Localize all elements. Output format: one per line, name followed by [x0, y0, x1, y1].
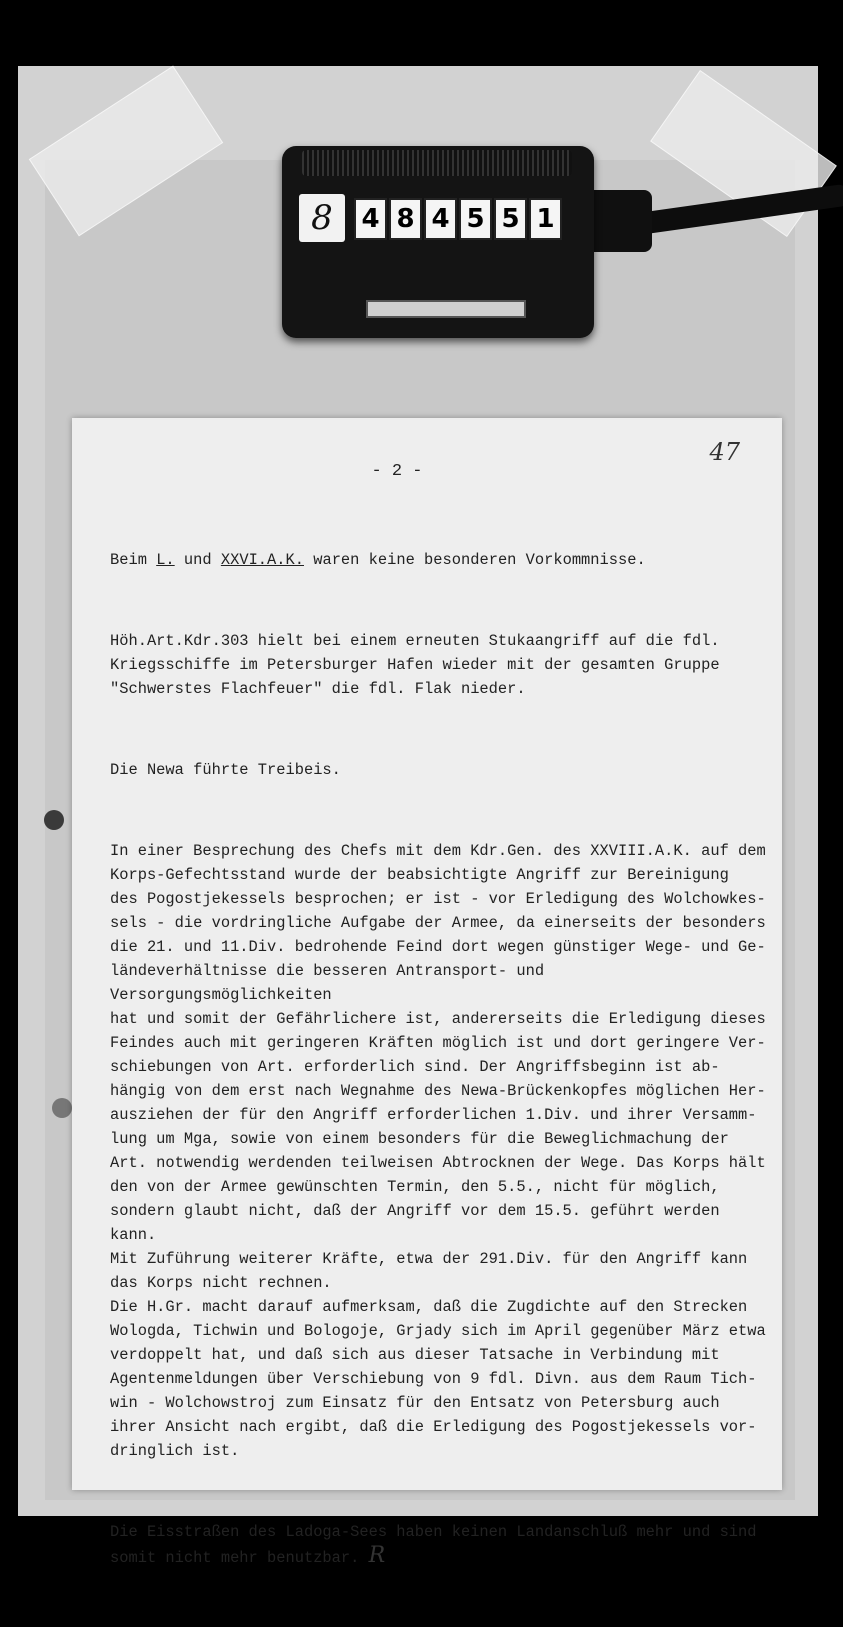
- paragraph: [110, 548, 770, 572]
- paragraph: Höh.Art.Kdr.303 hielt bei einem erneuten Stukaangriff auf die fdl. Kriegsschiffe im Petersburger Hafen wieder mit der gesamten Gruppe "Schwerstes Flachfeuer" die fdl. Flak nieder.: [110, 632, 720, 698]
- punch-hole-lower: [52, 1098, 72, 1118]
- counter-body: [282, 146, 594, 338]
- counter-slot: [366, 300, 526, 318]
- paragraph-text: Beim: [110, 551, 157, 569]
- frame-counter-device: [282, 146, 652, 338]
- folio-number: 47: [709, 438, 740, 466]
- unit-name: XXVI.A.K.: [220, 551, 304, 569]
- counter-digit: 5: [459, 198, 492, 240]
- handwritten-initial: R: [368, 1543, 386, 1568]
- counter-ribs: [302, 150, 572, 176]
- paragraph: In einer Besprechung des Chefs mit dem Kdr.Gen. des XXVIII.A.K. auf dem Korps-Gefechtsstand wurde der beabsichtigte Angriff zur Bereinigung des Pogostjekessels besprochen; er ist - vor Erledigung des Wolchowkes- sels - die vordringliche Aufgabe der Armee, da einerseits der besonders die 21. und 11.Div. bedrohende Feind dort wegen günstiger Wege- und Ge- ländeverhältnisse die besseren Antransport- und Versorgungsmöglichkeiten hat und somit der Gefährlichere ist, andererseits die Erledigung dieses Feindes auch mit geringeren Kräften möglich ist und dort geringere Ver- schiebungen von Art. erforderlich sind. Der Angriffsbeginn ist ab- hängig von dem erst nach Wegnahme des Newa-Brückenkopfes möglichen Her- ausziehen der für den Angriff erforderlichen 1.Div. und ihrer Versamm- lung um Mga, sowie von einem besonders für die Beweglichmachung der Art. notwendig werdenden teilweisen Abtrocknen der Wege. Das Korps hält den von der Armee gewünschten Termin, den 5.5., nicht für möglich, sondern glaubt nicht, daß der Angriff vor dem 15.5. geführt werden kann. Mit Zuführung weiterer Kräfte, etwa der 291.Div. für den Angriff kann das Korps nicht rechnen. Die H.Gr. macht darauf aufmerksam, daß die Zugdichte auf den Strecken Wologda, Tichwin und Bologoje, Grjady sich im April gegenüber März etwa verdoppelt hat, und daß sich aus dieser Tatsache in Verbindung mit Agentenmeldungen über Verschiebung von 9 fdl. Divn. aus dem Raum Tich- win - Wolchowstroj zum Einsatz für den Entsatz von Petersburg auch ihrer Ansicht nach ergibt, daß die Erledigung des Pogostjekessels vor- dringlich ist.: [110, 842, 766, 1460]
- counter-digit: 1: [529, 198, 562, 240]
- counter-digit: 8: [389, 198, 422, 240]
- document-body: [110, 500, 770, 1627]
- paragraph: Die Newa führte Treibeis.: [110, 761, 341, 779]
- document-page: [72, 418, 782, 1568]
- paragraph-text: und: [174, 551, 221, 569]
- counter-digits: [354, 198, 562, 240]
- reel-tab-label: 8: [299, 194, 345, 242]
- page-number: - 2 -: [371, 462, 423, 481]
- paragraph-text: Die Eisstraßen des Ladoga-Sees haben keinen Landanschluß mehr und sind somit nicht mehr benutzbar.: [110, 1523, 757, 1567]
- counter-digit: 4: [354, 198, 387, 240]
- unit-name: L.: [156, 551, 175, 569]
- punch-hole-upper: [44, 810, 64, 830]
- counter-digit: 4: [424, 198, 457, 240]
- paragraph: [110, 1520, 770, 1570]
- paragraph-text: waren keine besonderen Vorkommnisse.: [303, 551, 646, 569]
- counter-digit: 5: [494, 198, 527, 240]
